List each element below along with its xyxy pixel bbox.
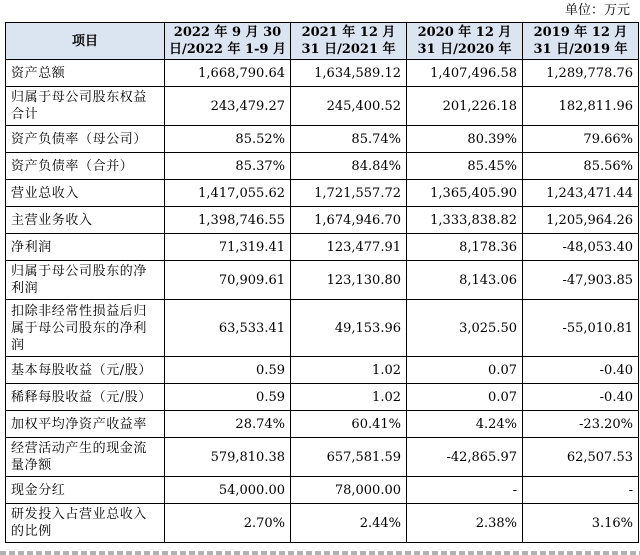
header-2021: 2021 年 12 月 31 日/2021 年 — [291, 23, 407, 60]
cell-value: 1,634,589.12 — [291, 60, 407, 87]
header-2019: 2019 年 12 月 31 日/2019 年 — [523, 23, 639, 60]
financial-summary-table — [5, 22, 639, 543]
cell-value: 4.24% — [407, 411, 523, 438]
table-row — [6, 384, 639, 411]
cell-value: 54,000.00 — [165, 477, 291, 504]
table-row — [6, 357, 639, 384]
cell-value: 1,668,790.64 — [165, 60, 291, 87]
table-header-row — [6, 23, 639, 60]
cell-value: 243,479.27 — [165, 87, 291, 126]
cell-value: 1,721,557.72 — [291, 180, 407, 207]
cell-value: 85.37% — [165, 153, 291, 180]
cell-value: 85.52% — [165, 126, 291, 153]
row-label: 归属于母公司股东的净利润 — [6, 261, 165, 300]
row-label: 研发投入占营业总收入的比例 — [6, 504, 165, 543]
cropped-text-edge — [0, 551, 640, 555]
cell-value: -47,903.85 — [523, 261, 639, 300]
table-row — [6, 261, 639, 300]
cell-value: 79.66% — [523, 126, 639, 153]
row-label: 净利润 — [6, 234, 165, 261]
cell-value: 201,226.18 — [407, 87, 523, 126]
cell-value: 2.38% — [407, 504, 523, 543]
cell-value: 80.39% — [407, 126, 523, 153]
cell-value: 8,178.36 — [407, 234, 523, 261]
cell-value: 1,205,964.26 — [523, 207, 639, 234]
cell-value: 62,507.53 — [523, 438, 639, 477]
cell-value: 657,581.59 — [291, 438, 407, 477]
cell-value: -0.40 — [523, 384, 639, 411]
cell-value: 49,153.96 — [291, 300, 407, 357]
table-row — [6, 411, 639, 438]
cell-value: 1,289,778.76 — [523, 60, 639, 87]
cell-value: 1.02 — [291, 357, 407, 384]
table-row — [6, 234, 639, 261]
cell-value: - — [523, 477, 639, 504]
cell-value: -55,010.81 — [523, 300, 639, 357]
cell-value: 0.59 — [165, 384, 291, 411]
cell-value: 70,909.61 — [165, 261, 291, 300]
row-label: 基本每股收益（元/股） — [6, 357, 165, 384]
cell-value: 1,398,746.55 — [165, 207, 291, 234]
table-row — [6, 477, 639, 504]
cell-value: 85.45% — [407, 153, 523, 180]
cell-value: 0.07 — [407, 357, 523, 384]
cell-value: 3,025.50 — [407, 300, 523, 357]
cell-value: 85.56% — [523, 153, 639, 180]
cell-value: -48,053.40 — [523, 234, 639, 261]
cell-value: 123,130.80 — [291, 261, 407, 300]
unit-label: 单位：万元 — [564, 3, 630, 18]
cell-value: 1,333,838.82 — [407, 207, 523, 234]
cell-value: -23.20% — [523, 411, 639, 438]
header-item: 项目 — [6, 23, 165, 60]
cell-value: 63,533.41 — [165, 300, 291, 357]
table-row — [6, 153, 639, 180]
row-label: 资产总额 — [6, 60, 165, 87]
cell-value: 71,319.41 — [165, 234, 291, 261]
table-row — [6, 300, 639, 357]
row-label: 加权平均净资产收益率 — [6, 411, 165, 438]
cell-value: -42,865.97 — [407, 438, 523, 477]
cell-value: 245,400.52 — [291, 87, 407, 126]
cell-value: 1,365,405.90 — [407, 180, 523, 207]
cell-value: 123,477.91 — [291, 234, 407, 261]
table-row — [6, 180, 639, 207]
cell-value: 1,417,055.62 — [165, 180, 291, 207]
cell-value: 0.07 — [407, 384, 523, 411]
row-label: 经营活动产生的现金流量净额 — [6, 438, 165, 477]
cell-value: 3.16% — [523, 504, 639, 543]
cell-value: 0.59 — [165, 357, 291, 384]
table-row — [6, 87, 639, 126]
cell-value: 78,000.00 — [291, 477, 407, 504]
table-row — [6, 438, 639, 477]
table-row — [6, 504, 639, 543]
cell-value: -0.40 — [523, 357, 639, 384]
cell-value: 2.70% — [165, 504, 291, 543]
row-label: 现金分红 — [6, 477, 165, 504]
cell-value: - — [407, 477, 523, 504]
row-label: 资产负债率（母公司） — [6, 126, 165, 153]
row-label: 归属于母公司股东权益合计 — [6, 87, 165, 126]
cell-value: 2.44% — [291, 504, 407, 543]
table-row — [6, 60, 639, 87]
table-row — [6, 207, 639, 234]
cell-value: 182,811.96 — [523, 87, 639, 126]
cell-value: 1,674,946.70 — [291, 207, 407, 234]
cell-value: 28.74% — [165, 411, 291, 438]
row-label: 资产负债率（合并） — [6, 153, 165, 180]
row-label: 营业总收入 — [6, 180, 165, 207]
cell-value: 579,810.38 — [165, 438, 291, 477]
cell-value: 8,143.06 — [407, 261, 523, 300]
header-2022q3: 2022 年 9 月 30 日/2022 年 1-9 月 — [165, 23, 291, 60]
cell-value: 1.02 — [291, 384, 407, 411]
cell-value: 1,243,471.44 — [523, 180, 639, 207]
table-row — [6, 126, 639, 153]
header-2020: 2020 年 12 月 31 日/2020 年 — [407, 23, 523, 60]
cell-value: 60.41% — [291, 411, 407, 438]
cell-value: 84.84% — [291, 153, 407, 180]
row-label: 稀释每股收益（元/股） — [6, 384, 165, 411]
cell-value: 1,407,496.58 — [407, 60, 523, 87]
cell-value: 85.74% — [291, 126, 407, 153]
row-label: 主营业务收入 — [6, 207, 165, 234]
row-label: 扣除非经常性损益后归属于母公司股东的净利润 — [6, 300, 165, 357]
